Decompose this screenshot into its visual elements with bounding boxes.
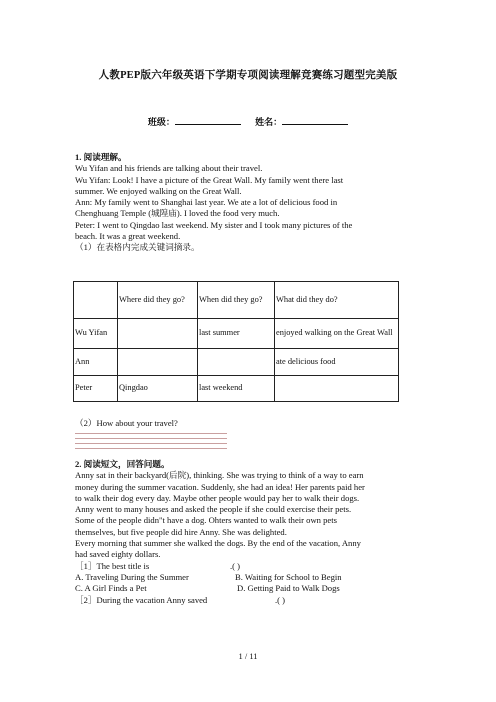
option-c[interactable]: C. A Girl Finds a Pet — [75, 583, 147, 594]
task-1-instruction: （1）在表格内完成关键词摘录。 — [75, 242, 200, 253]
table-cell: Qingdao — [118, 376, 198, 402]
table-cell: Peter — [74, 376, 118, 402]
table-row — [74, 349, 399, 376]
table-row — [74, 319, 399, 349]
table-header-row — [74, 282, 399, 319]
passage-line: Wu Yifan: Look! I have a picture of the Great Wall. My family went there last — [75, 174, 344, 185]
passage-line: had saved eighty dollars. — [75, 549, 161, 560]
class-label: 班级： — [147, 117, 175, 127]
question-1-options-ab — [75, 572, 430, 583]
passage-line: Anny went to many houses and asked the people if she could exercise their pets. — [75, 504, 352, 515]
answer-paren[interactable]: .( ) — [275, 594, 286, 605]
question-1-stem — [75, 561, 430, 572]
passage-line: Chenghuang Temple (城隍庙). I loved the food very much. — [75, 208, 280, 219]
passage-line: Peter: I went to Qingdao last weekend. My sister and I took many pictures of the — [75, 219, 353, 230]
table-header-cell: When did they go? — [198, 282, 275, 319]
table-header-cell: What did they do? — [275, 282, 399, 319]
passage-line: Every morning that summer she walked the dogs. By the end of the vacation, Anny — [75, 538, 361, 549]
passage-line: beach. It was a great weekend. — [75, 231, 181, 242]
name-label: 姓名： — [255, 117, 283, 127]
table-cell: Ann — [74, 349, 118, 376]
passage-line: Ann: My family went to Shanghai last year. We ate a lot of delicious food in — [75, 197, 338, 208]
question-2-stem — [75, 595, 430, 606]
question-stem: ［1］The best title is — [75, 560, 150, 571]
passage-line: Anny sat in their backyard(后院), thinking. She was trying to think of a way to earn — [75, 470, 364, 481]
page-title: 人教PEP版六年级英语下学期专项阅读理解竞赛练习题型完美版 — [98, 70, 398, 81]
answer-paren[interactable]: .( ) — [230, 560, 241, 571]
keyword-table — [73, 281, 399, 402]
section-2 — [75, 459, 430, 606]
table-header-cell — [74, 282, 118, 319]
option-d[interactable]: D. Getting Paid to Walk Dogs — [237, 583, 340, 594]
section-1 — [75, 152, 430, 254]
passage-line: to walk their dog every day. Maybe other people would pay her to walk their dogs. — [75, 492, 360, 503]
table-cell: Wu Yifan — [74, 319, 118, 349]
task-2 — [75, 418, 430, 449]
passage-line: summer. We enjoyed walking on the Great Wall. — [75, 185, 242, 196]
table-cell-blank[interactable] — [118, 349, 198, 376]
question-1-options-cd — [75, 583, 430, 594]
passage-line: Wu Yifan and his friends are talking about their travel. — [75, 163, 263, 174]
passage-line: Some of the people didn"t have a dog. Ohters wanted to walk their own pets — [75, 515, 337, 526]
page-number: 1 / 11 — [238, 651, 258, 661]
table-cell-blank[interactable] — [198, 349, 275, 376]
option-b[interactable]: B. Waiting for School to Begin — [235, 571, 342, 582]
table-cell-blank[interactable] — [275, 376, 399, 402]
passage-line: themselves, but five people did hire Anny. She was delighted. — [75, 526, 287, 537]
table-cell: enjoyed walking on the Great Wall — [275, 319, 399, 349]
passage-line: money during the summer vacation. Suddenly, she had an idea! Her parents paid her — [75, 481, 365, 492]
option-a[interactable]: A. Traveling During the Summer — [75, 571, 189, 582]
table-cell: last summer — [198, 319, 275, 349]
class-name-line — [0, 115, 496, 128]
table-cell-blank[interactable] — [118, 319, 198, 349]
table-header-cell: Where did they go? — [118, 282, 198, 319]
section-1-heading: 1. 阅读理解。 — [75, 152, 127, 162]
task-2-question: （2）How about your travel? — [75, 418, 178, 428]
question-stem: ［2］During the vacation Anny saved — [75, 594, 208, 605]
answer-line[interactable] — [75, 444, 227, 449]
class-blank[interactable] — [175, 115, 241, 125]
table-row — [74, 376, 399, 402]
section-2-heading: 2. 阅读短文，回答问题。 — [75, 459, 170, 469]
table-cell: ate delicious food — [275, 349, 399, 376]
table-cell: last weekend — [198, 376, 275, 402]
name-blank[interactable] — [282, 115, 348, 125]
